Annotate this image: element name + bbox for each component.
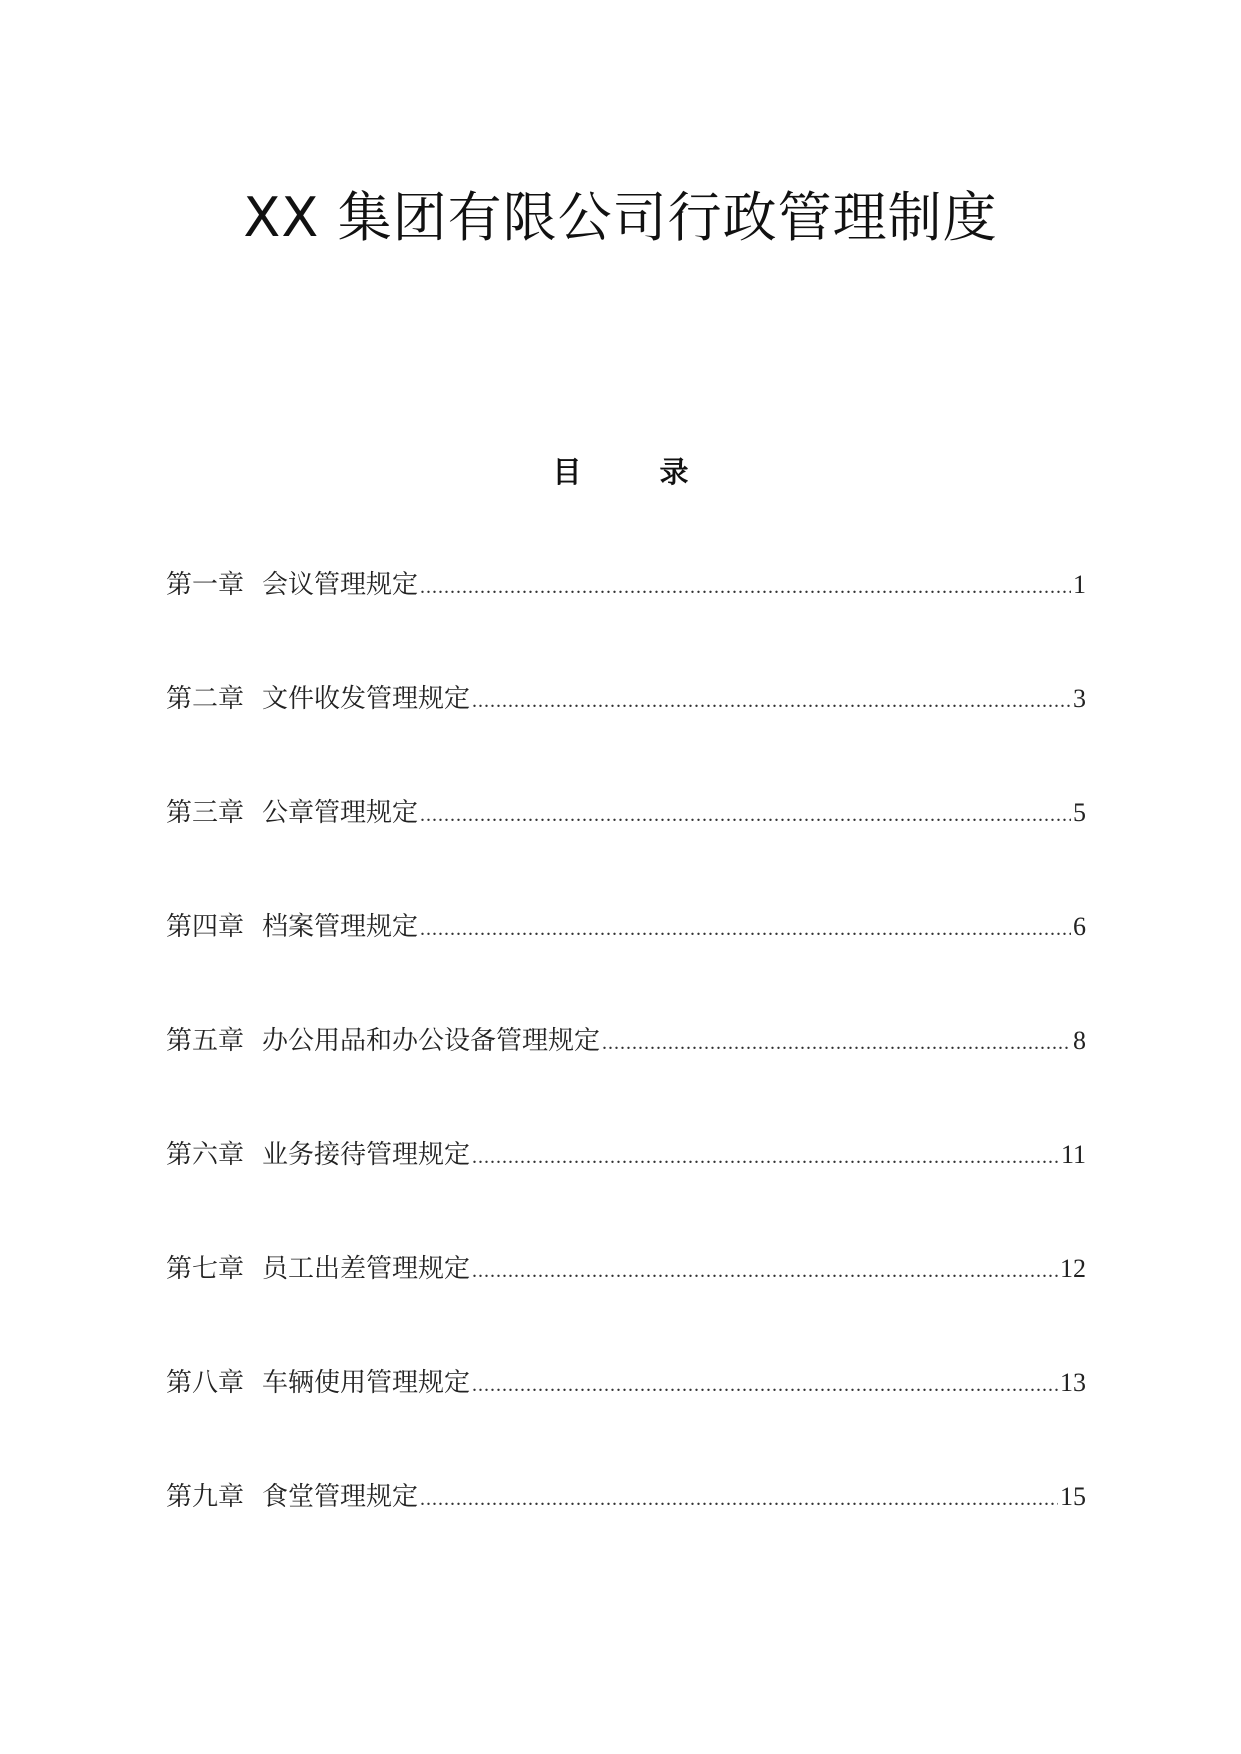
toc-chapter-number: 第三章 bbox=[166, 798, 245, 828]
toc-chapter-number: 第一章 bbox=[166, 570, 245, 600]
toc-entry[interactable] bbox=[166, 1244, 1086, 1358]
toc-dot-leader bbox=[420, 562, 1071, 612]
toc-chapter-title: 食堂管理规定 bbox=[262, 1482, 419, 1512]
toc-dot-leader bbox=[602, 1018, 1071, 1068]
toc-page-number: 12 bbox=[1060, 1254, 1086, 1283]
toc-page-number: 13 bbox=[1060, 1368, 1086, 1397]
toc-dot-leader bbox=[472, 1246, 1058, 1296]
toc-entry[interactable] bbox=[166, 788, 1086, 902]
toc-chapter-title: 车辆使用管理规定 bbox=[262, 1368, 471, 1398]
toc-page-number: 11 bbox=[1060, 1140, 1086, 1169]
toc-entry[interactable] bbox=[166, 1130, 1086, 1244]
toc-entry[interactable] bbox=[166, 1016, 1086, 1130]
toc-entry[interactable] bbox=[166, 902, 1086, 1016]
toc-chapter-number: 第九章 bbox=[166, 1482, 245, 1512]
toc-chapter-title: 公章管理规定 bbox=[262, 798, 419, 828]
toc-entry[interactable] bbox=[166, 1472, 1086, 1586]
toc-dot-leader bbox=[472, 676, 1071, 726]
toc-dot-leader bbox=[472, 1132, 1059, 1182]
toc-entry[interactable] bbox=[166, 1358, 1086, 1472]
toc-dot-leader bbox=[420, 904, 1071, 954]
toc-chapter-number: 第六章 bbox=[166, 1140, 245, 1170]
toc-page-number: 8 bbox=[1073, 1026, 1086, 1055]
toc-dot-leader bbox=[420, 1474, 1058, 1524]
toc-chapter-title: 业务接待管理规定 bbox=[262, 1140, 471, 1170]
toc-chapter-number: 第五章 bbox=[166, 1026, 245, 1056]
document-title: XX 集团有限公司行政管理制度 bbox=[243, 186, 998, 249]
toc-entry[interactable] bbox=[166, 674, 1086, 788]
table-of-contents bbox=[166, 560, 1086, 1586]
toc-chapter-title: 会议管理规定 bbox=[262, 570, 419, 600]
toc-heading: 目 录 bbox=[552, 455, 723, 489]
toc-chapter-number: 第八章 bbox=[166, 1368, 245, 1398]
toc-dot-leader bbox=[472, 1360, 1058, 1410]
toc-chapter-title: 办公用品和办公设备管理规定 bbox=[262, 1026, 601, 1056]
toc-page-number: 6 bbox=[1073, 912, 1086, 941]
toc-page-number: 1 bbox=[1073, 570, 1086, 599]
toc-chapter-title: 档案管理规定 bbox=[262, 912, 419, 942]
toc-chapter-number: 第四章 bbox=[166, 912, 245, 942]
toc-entry[interactable] bbox=[166, 560, 1086, 674]
toc-chapter-number: 第二章 bbox=[166, 684, 245, 714]
toc-page-number: 3 bbox=[1073, 684, 1086, 713]
toc-chapter-title: 员工出差管理规定 bbox=[262, 1254, 471, 1284]
toc-chapter-number: 第七章 bbox=[166, 1254, 245, 1284]
toc-page-number: 5 bbox=[1073, 798, 1086, 827]
toc-chapter-title: 文件收发管理规定 bbox=[262, 684, 471, 714]
toc-page-number: 15 bbox=[1060, 1482, 1086, 1511]
toc-dot-leader bbox=[420, 790, 1071, 840]
